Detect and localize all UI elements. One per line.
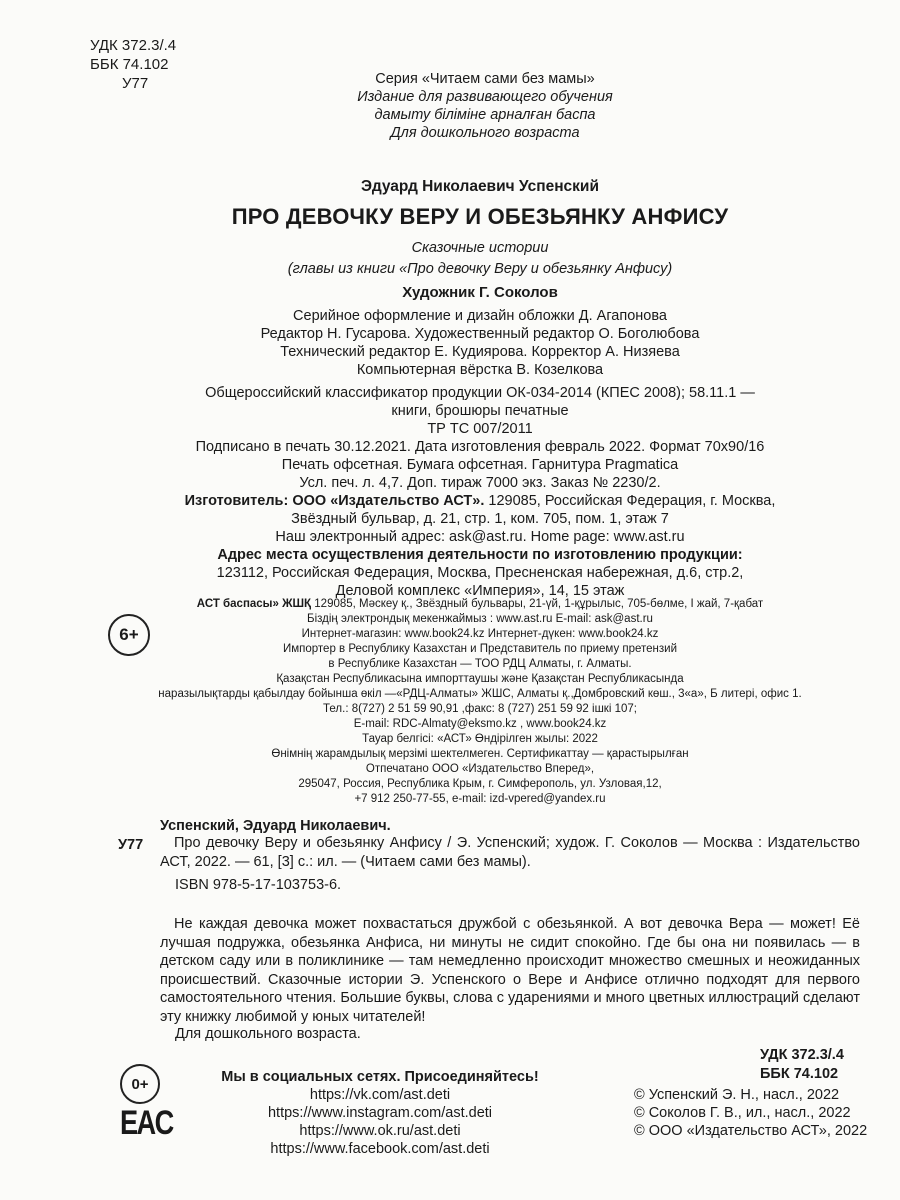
book-subtitle: Сказочные истории: [411, 240, 549, 256]
credit-line: Компьютерная вёрстка В. Козелкова: [356, 362, 604, 378]
kazakhstan-info: [120, 597, 840, 807]
print-info-line: Подписано в печать 30.12.2021. Дата изготовления февраль 2022. Формат 70x90/16: [195, 439, 765, 455]
kz-publisher-label: АСТ баспасы» ЖШҚ: [196, 598, 312, 610]
social-link-facebook[interactable]: https://www.facebook.com/ast.deti: [270, 1141, 490, 1157]
catalog-mark: У77: [118, 837, 144, 853]
top-classification-codes: [90, 36, 176, 93]
copyright-line: © ООО «Издательство АСТ», 2022: [634, 1123, 868, 1139]
print-info: [150, 438, 810, 492]
bbk-code: ББК 74.102: [760, 1066, 839, 1082]
series-note: Издание для развивающего обучения: [357, 89, 613, 105]
annotation: Не каждая девочка может похвастаться дружбой с обезьянкой. А вот девочка Вера — может! Её лучшая подружка, обезьянка Анфиса, ни минуты не сидит спокойно. Где бы она ни появилась — в детском саду или в поликлинике — там немедленно происходит множество смешных и неожиданных происшествий. Сказочные истории Э. Успенского о Вере и Анфисе отлично подходят для первого самостоятельного чтения. Большие буквы, слова с ударениями и много цветных иллюстраций сделают эту книжку любимой у юных читателей!: [160, 916, 860, 1025]
kz-line: Импортер в Республику Казахстан и Представитель по приему претензий: [282, 643, 678, 655]
book-subtitle-2: (главы из книги «Про девочку Веру и обезьянку Анфису): [287, 261, 673, 277]
kz-line: Тауар белгісі: «АСТ» Өндірілген жылы: 2022: [362, 733, 598, 745]
age-rating-badge: 0+: [120, 1064, 160, 1104]
udk-code: УДК 372.3/.4: [760, 1047, 844, 1063]
series-note-kz: дамыту біліміне арналған баспа: [374, 107, 596, 123]
kz-line: в Республике Казахстан — ТОО РДЦ Алматы, г. Алматы.: [328, 658, 632, 670]
social-block: [205, 1068, 555, 1158]
classifier: [150, 384, 810, 438]
production-address-label: Адрес места осуществления деятельности по изготовлению продукции:: [217, 547, 743, 563]
udk-code: УДК 372.3/.4: [90, 37, 177, 54]
manufacturer-address: 129085, Российская Федерация, г. Москва,: [484, 493, 776, 509]
classifier-line: ТР ТС 007/2011: [427, 421, 533, 437]
social-heading: Мы в социальных сетях. Присоединяйтесь!: [221, 1069, 539, 1085]
kz-line: Отпечатано ООО «Издательство Вперед»,: [365, 763, 595, 775]
social-link-ok[interactable]: https://www.ok.ru/ast.deti: [299, 1123, 461, 1139]
manufacturer-address-2: Звёздный бульвар, д. 21, стр. 1, ком. 705, пом. 1, этаж 7: [291, 511, 669, 527]
production-address: [150, 546, 810, 600]
kz-line: +7 912 250-77-55, e-mail: izd-vpered@yandex.ru: [354, 793, 606, 805]
catalog-entry: Про девочку Веру и обезьянку Анфису / Э. Успенский; худож. Г. Соколов — Москва : Издательство АСТ, 2022. — 61, [3] с.: ил. — (Читаем сами без мамы).: [160, 835, 860, 870]
series-block: [240, 70, 730, 142]
kz-line: E-mail: RDC-Almaty@eksmo.kz , www.book24.kz: [353, 718, 607, 730]
book-author: Эдуард Николаевич Успенский: [361, 178, 599, 195]
production-address-line: Деловой комплекс «Империя», 14, 15 этаж: [335, 583, 625, 599]
kz-publisher-address: 129085, Мәскеу қ., Звёздный бульвары, 21-үй, 1-құрылыс, 705-бөлме, І жай, 7-қабат: [311, 598, 764, 610]
credit-line: Технический редактор Е. Кудиярова. Корректор А. Низяева: [280, 344, 680, 360]
production-address-line: 123112, Российская Федерация, Москва, Пресненская набережная, д.6, стр.2,: [216, 565, 744, 581]
kz-line: Интернет-магазин: www.book24.kz Интернет-дүкен: www.book24.kz: [301, 628, 659, 640]
kz-line: Қазақстан Республикасына импорттаушы және Қазақстан Республикасында: [276, 673, 684, 685]
copyright-line: © Соколов Г. В., ил., насл., 2022: [634, 1105, 851, 1121]
isbn: ISBN 978-5-17-103753-6.: [175, 877, 342, 893]
manufacturer-contacts: Наш электронный адрес: ask@ast.ru. Home page: www.ast.ru: [275, 529, 685, 545]
kz-line: Өнімнің жарамдылық мерзімі шектелмеген. Сертификаттау — қарастырылған: [271, 748, 689, 760]
illustrator: Художник Г. Соколов: [402, 284, 558, 301]
social-link-instagram[interactable]: https://www.instagram.com/ast.deti: [267, 1105, 493, 1121]
print-info-line: Печать офсетная. Бумага офсетная. Гарнитура Pragmatica: [281, 457, 679, 473]
social-link-vk[interactable]: https://vk.com/ast.deti: [309, 1087, 451, 1103]
age-note: Для дошкольного возраста: [390, 125, 580, 141]
kz-line: Тел.: 8(727) 2 51 59 90,91 ,факс: 8 (727) 251 59 92 ішкі 107;: [323, 703, 637, 715]
classifier-line: Общероссийский классификатор продукции ОК-034-2014 (КПЕС 2008); 58.11.1 —: [205, 385, 755, 401]
print-info-line: Усл. печ. л. 4,7. Доп. тираж 7000 экз. Заказ № 2230/2.: [299, 475, 661, 491]
copyrights: [634, 1086, 867, 1140]
manufacturer: [150, 492, 810, 546]
kz-line: Біздің электрондық мекенжаймыз : www.ast.ru E-mail: ask@ast.ru: [307, 613, 653, 625]
kz-line: 295047, Россия, Республика Крым, г. Симферополь, ул. Узловая,12,: [298, 778, 662, 790]
copyright-line: © Успенский Э. Н., насл., 2022: [634, 1087, 840, 1103]
credit-line: Серийное оформление и дизайн обложки Д. Агапонова: [293, 308, 667, 324]
credits: [150, 307, 810, 379]
annotation-age: Для дошкольного возраста.: [175, 1026, 361, 1042]
eac-logo: EAC: [120, 1104, 173, 1142]
bottom-classification-codes: [760, 1046, 844, 1084]
manufacturer-label: Изготовитель: ООО «Издательство АСТ».: [184, 493, 485, 509]
author-mark: У77: [122, 75, 149, 92]
age-rating-badge: 6+: [108, 614, 150, 656]
kz-line: наразылықтарды қабылдау бойынша өкіл —«РДЦ-Алматы» ЖШС, Алматы қ.,Домбровский көш., 3«а», Б литері, офис 1.: [158, 688, 802, 700]
bbk-code: ББК 74.102: [90, 56, 169, 73]
catalog-author: Успенский, Эдуард Николаевич.: [160, 818, 391, 834]
series-name: Серия «Читаем сами без мамы»: [375, 71, 595, 87]
classifier-line: книги, брошюры печатные: [391, 403, 569, 419]
credit-line: Редактор Н. Гусарова. Художественный редактор О. Боголюбова: [260, 326, 700, 342]
book-title: ПРО ДЕВОЧКУ ВЕРУ И ОБЕЗЬЯНКУ АНФИСУ: [231, 204, 729, 229]
